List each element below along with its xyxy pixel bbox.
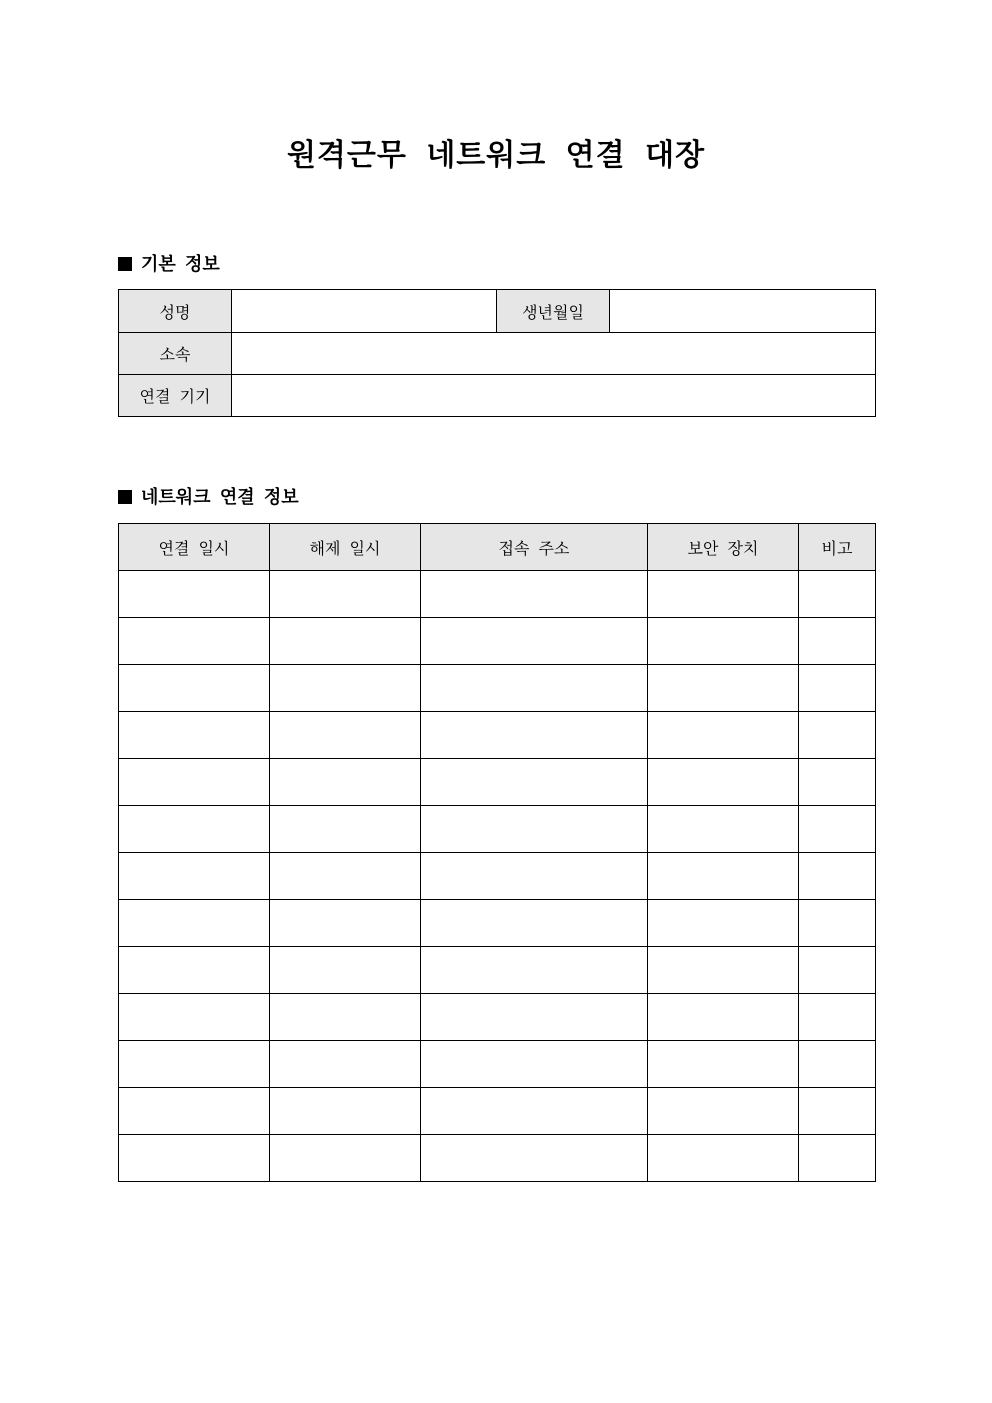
remarks-cell[interactable] (799, 853, 876, 900)
table-row (119, 1041, 876, 1088)
disconnect-time-cell[interactable] (270, 1088, 421, 1135)
remarks-cell[interactable] (799, 947, 876, 994)
connect-time-cell[interactable] (119, 1088, 270, 1135)
disconnect-time-cell[interactable] (270, 712, 421, 759)
table-row (119, 712, 876, 759)
remarks-cell[interactable] (799, 759, 876, 806)
column-header-security-device: 보안 장치 (648, 524, 799, 571)
network-info-heading-text: 네트워크 연결 정보 (141, 487, 299, 508)
remarks-cell[interactable] (799, 665, 876, 712)
column-header-connect-time: 연결 일시 (119, 524, 270, 571)
security-device-cell[interactable] (648, 853, 799, 900)
connect-time-cell[interactable] (119, 1041, 270, 1088)
remarks-cell[interactable] (799, 994, 876, 1041)
affiliation-field[interactable] (232, 333, 876, 375)
remarks-cell[interactable] (799, 618, 876, 665)
security-device-cell[interactable] (648, 900, 799, 947)
security-device-cell[interactable] (648, 665, 799, 712)
square-bullet-icon (118, 257, 132, 271)
disconnect-time-cell[interactable] (270, 665, 421, 712)
basic-info-table (118, 289, 876, 417)
access-address-cell[interactable] (421, 806, 648, 853)
connect-time-cell[interactable] (119, 618, 270, 665)
table-row (119, 806, 876, 853)
connect-time-cell[interactable] (119, 806, 270, 853)
name-field[interactable] (232, 290, 497, 333)
disconnect-time-cell[interactable] (270, 571, 421, 618)
disconnect-time-cell[interactable] (270, 1135, 421, 1182)
device-field[interactable] (232, 375, 876, 417)
basic-info-row-device (119, 375, 876, 417)
table-row (119, 900, 876, 947)
connect-time-cell[interactable] (119, 712, 270, 759)
security-device-cell[interactable] (648, 947, 799, 994)
birth-date-label: 생년월일 (497, 290, 610, 333)
remarks-cell[interactable] (799, 571, 876, 618)
disconnect-time-cell[interactable] (270, 900, 421, 947)
security-device-cell[interactable] (648, 994, 799, 1041)
disconnect-time-cell[interactable] (270, 618, 421, 665)
disconnect-time-cell[interactable] (270, 947, 421, 994)
table-row (119, 947, 876, 994)
disconnect-time-cell[interactable] (270, 994, 421, 1041)
security-device-cell[interactable] (648, 1088, 799, 1135)
table-row (119, 759, 876, 806)
table-row (119, 571, 876, 618)
access-address-cell[interactable] (421, 712, 648, 759)
birth-date-field[interactable] (610, 290, 876, 333)
basic-info-row-name (119, 290, 876, 333)
basic-info-row-affiliation (119, 333, 876, 375)
column-header-access-address: 접속 주소 (421, 524, 648, 571)
basic-info-heading (118, 252, 220, 278)
security-device-cell[interactable] (648, 712, 799, 759)
network-info-heading (118, 485, 299, 511)
security-device-cell[interactable] (648, 571, 799, 618)
table-row (119, 618, 876, 665)
network-table-body (119, 571, 876, 1182)
security-device-cell[interactable] (648, 1041, 799, 1088)
security-device-cell[interactable] (648, 618, 799, 665)
table-row (119, 994, 876, 1041)
affiliation-label: 소속 (119, 333, 232, 375)
access-address-cell[interactable] (421, 571, 648, 618)
connect-time-cell[interactable] (119, 665, 270, 712)
device-label: 연결 기기 (119, 375, 232, 417)
remarks-cell[interactable] (799, 1041, 876, 1088)
remarks-cell[interactable] (799, 1135, 876, 1182)
connect-time-cell[interactable] (119, 994, 270, 1041)
remarks-cell[interactable] (799, 900, 876, 947)
disconnect-time-cell[interactable] (270, 1041, 421, 1088)
column-header-remarks: 비고 (799, 524, 876, 571)
access-address-cell[interactable] (421, 900, 648, 947)
security-device-cell[interactable] (648, 759, 799, 806)
connect-time-cell[interactable] (119, 947, 270, 994)
access-address-cell[interactable] (421, 618, 648, 665)
connect-time-cell[interactable] (119, 900, 270, 947)
access-address-cell[interactable] (421, 665, 648, 712)
table-row (119, 1088, 876, 1135)
network-table-header-row (119, 524, 876, 571)
disconnect-time-cell[interactable] (270, 759, 421, 806)
security-device-cell[interactable] (648, 806, 799, 853)
column-header-disconnect-time: 해제 일시 (270, 524, 421, 571)
square-bullet-icon (118, 490, 132, 504)
table-row (119, 853, 876, 900)
access-address-cell[interactable] (421, 994, 648, 1041)
access-address-cell[interactable] (421, 1041, 648, 1088)
disconnect-time-cell[interactable] (270, 853, 421, 900)
document-title: 원격근무 네트워크 연결 대장 (286, 138, 706, 173)
connect-time-cell[interactable] (119, 853, 270, 900)
access-address-cell[interactable] (421, 1088, 648, 1135)
access-address-cell[interactable] (421, 853, 648, 900)
table-row (119, 665, 876, 712)
remarks-cell[interactable] (799, 712, 876, 759)
disconnect-time-cell[interactable] (270, 806, 421, 853)
security-device-cell[interactable] (648, 1135, 799, 1182)
network-connection-table (118, 523, 876, 1182)
remarks-cell[interactable] (799, 1088, 876, 1135)
connect-time-cell[interactable] (119, 759, 270, 806)
access-address-cell[interactable] (421, 1135, 648, 1182)
name-label: 성명 (119, 290, 232, 333)
remarks-cell[interactable] (799, 806, 876, 853)
access-address-cell[interactable] (421, 759, 648, 806)
access-address-cell[interactable] (421, 947, 648, 994)
connect-time-cell[interactable] (119, 571, 270, 618)
connect-time-cell[interactable] (119, 1135, 270, 1182)
table-row (119, 1135, 876, 1182)
basic-info-heading-text: 기본 정보 (141, 254, 220, 275)
